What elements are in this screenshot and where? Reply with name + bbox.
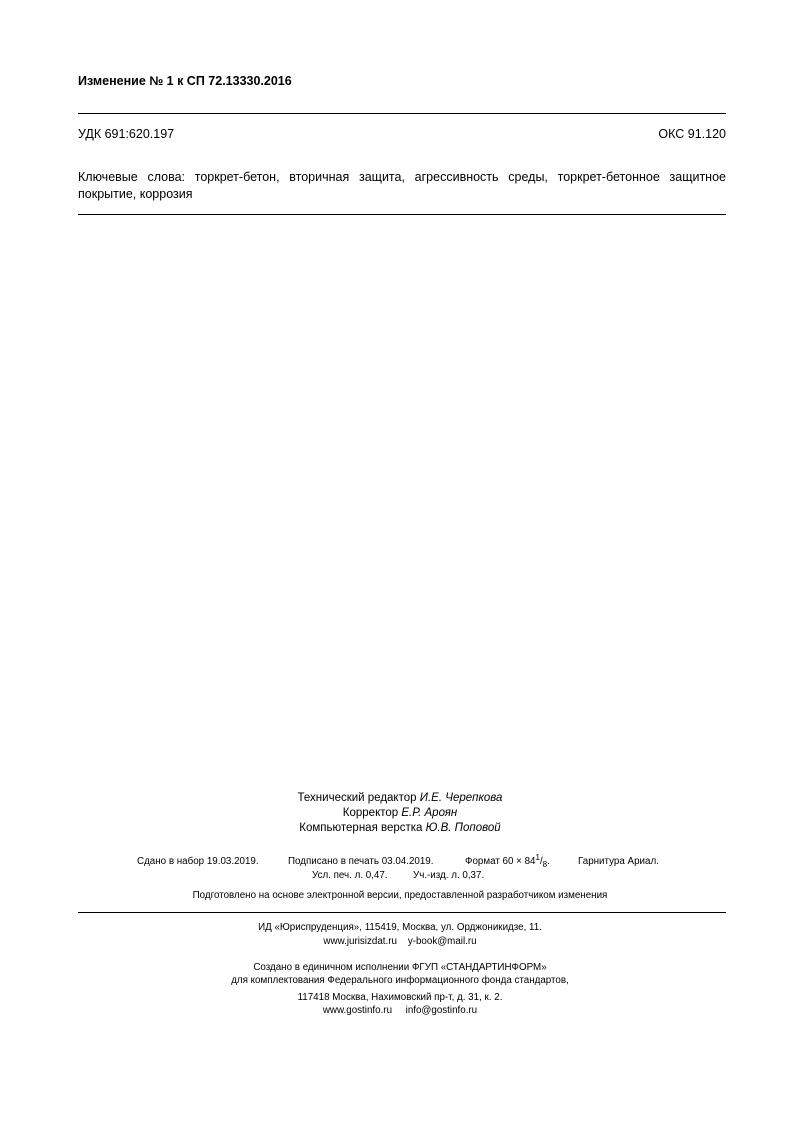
imprint-submitted: Сдано в набор 19.03.2019.: [137, 856, 259, 867]
imprint-divider: [78, 912, 726, 913]
layout-line: [0, 822, 800, 834]
keywords-divider: [78, 214, 726, 215]
imprint-publisher-sheets: Уч.-изд. л. 0,37.: [413, 870, 485, 881]
oks-code: ОКС 91.120: [658, 127, 726, 141]
udc-code: УДК 691:620.197: [78, 127, 175, 141]
producer-contacts: [0, 1005, 800, 1016]
producer-address: 117418 Москва, Нахимовский пр-т, д. 31, к. 2.: [297, 992, 503, 1003]
format-prefix: Формат 60 × 84: [465, 856, 536, 867]
producer-line2: для комплектования Федерального информационного фонда стандартов,: [231, 975, 569, 986]
imprint-signed: Подписано в печать 03.04.2019.: [288, 856, 434, 867]
producer-email-link[interactable]: info@gostinfo.ru: [405, 1005, 478, 1016]
imprint-typeface: Гарнитура Ариал.: [578, 856, 659, 867]
format-numerator: 1: [535, 853, 540, 862]
publisher-email-link[interactable]: y-book@mail.ru: [407, 936, 477, 947]
prepared-note: Подготовлено на основе электронной версии, предоставленной разработчиком изменения: [192, 890, 608, 901]
tech-editor-line: [0, 792, 800, 804]
format-denominator: 8: [542, 860, 548, 869]
imprint-print-sheets: Усл. печ. л. 0,47.: [312, 870, 388, 881]
keywords-paragraph: Ключевые слова: торкрет-бетон, вторичная защита, агрессивность среды, торкрет-бетонное защитное покрытие, коррозия: [78, 170, 726, 201]
corrector-name: Е.Р. Ароян: [401, 807, 458, 819]
publisher-address: ИД «Юриспруденция», 115419, Москва, ул. Орджоникидзе, 11.: [258, 922, 542, 933]
tech-editor-name: И.Е. Черепкова: [419, 792, 503, 804]
header-divider: [78, 113, 726, 114]
producer-line1: Создано в единичном исполнении ФГУП «СТАНДАРТИНФОРМ»: [253, 962, 547, 973]
layout-name: Ю.В. Поповой: [425, 822, 501, 834]
corrector-label: Корректор: [342, 807, 399, 819]
publisher-site-link[interactable]: www.jurisizdat.ru: [323, 936, 397, 947]
format-slash: /: [539, 856, 543, 867]
publisher-contacts: [0, 936, 800, 947]
format-suffix: .: [547, 856, 550, 867]
layout-label: Компьютерная верстка: [299, 822, 423, 834]
document-title: Изменение № 1 к СП 72.13330.2016: [78, 74, 292, 88]
producer-site-link[interactable]: www.gostinfo.ru: [322, 1005, 393, 1016]
corrector-line: [0, 807, 800, 819]
tech-editor-label: Технический редактор: [297, 792, 417, 804]
imprint-format: [465, 853, 550, 869]
